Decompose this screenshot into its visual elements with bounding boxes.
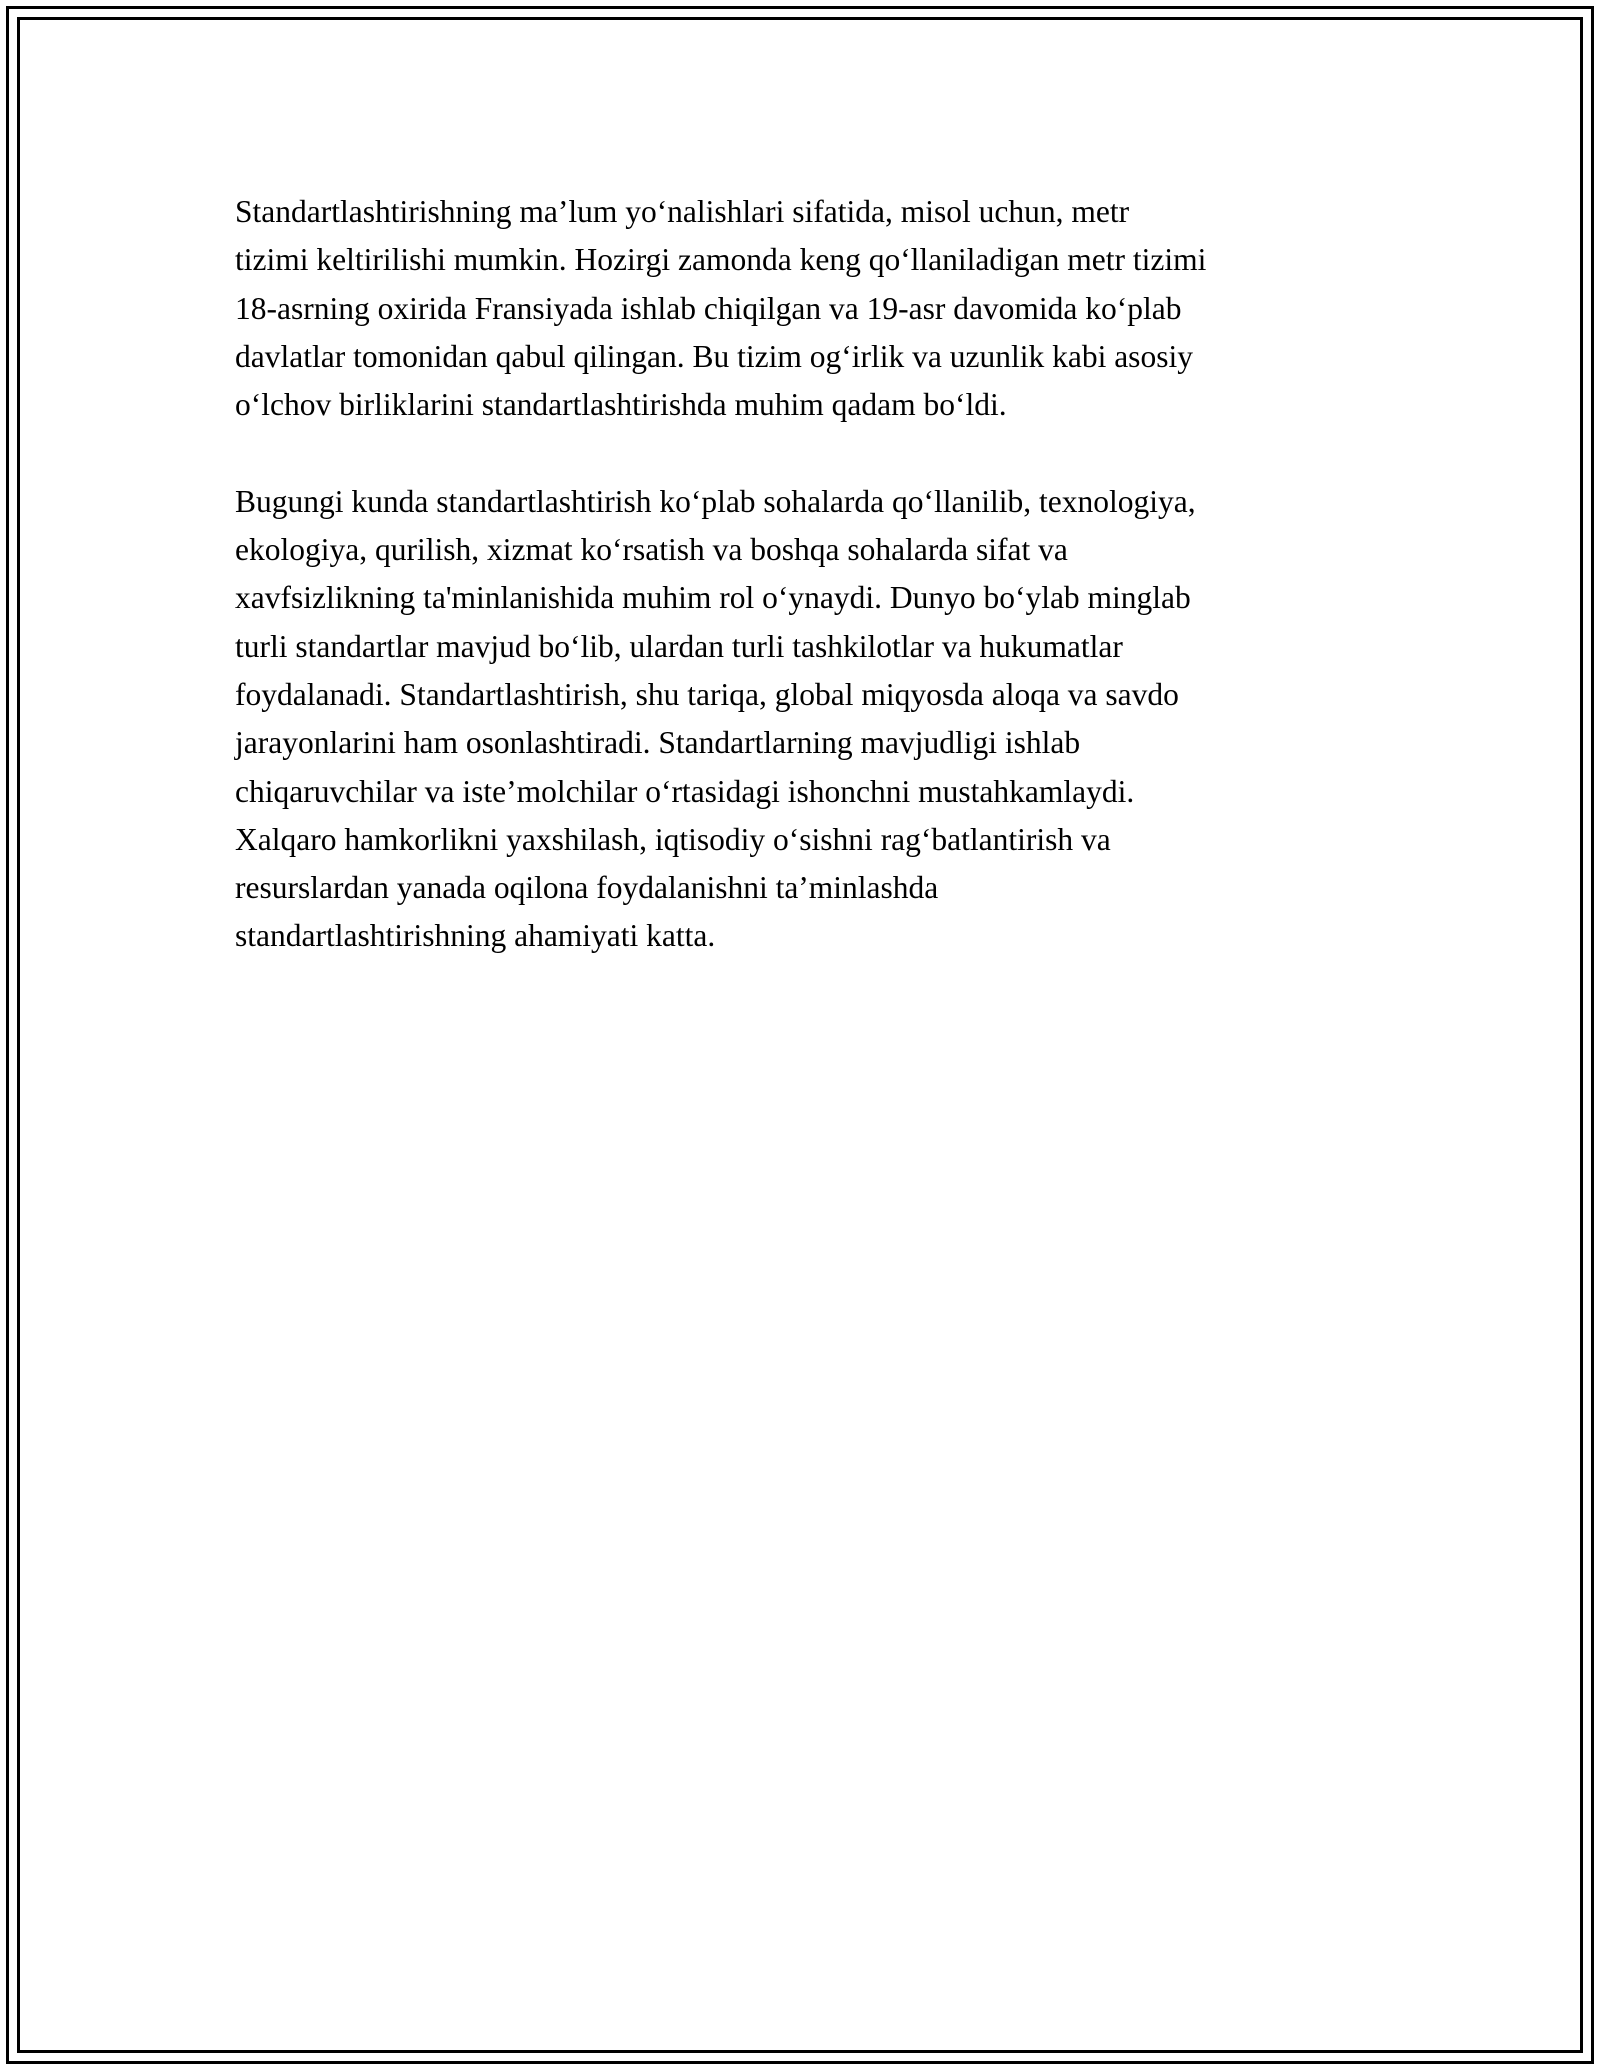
text-line: foydalanadi. Standartlashtirish, shu tariqa, global miqyosda aloqa va savdo (235, 676, 1179, 712)
text-line: tizimi keltirilishi mumkin. Hozirgi zamonda keng qo‘llaniladigan metr tizimi (235, 242, 1207, 278)
text-line: resurslardan yanada oqilona foydalanishni ta’minlashda (235, 870, 939, 906)
paragraph-1 (235, 188, 1385, 429)
paragraph-2 (235, 478, 1385, 961)
text-line: jarayonlarini ham osonlashtiradi. Standartlarning mavjudligi ishlab (235, 725, 1081, 761)
text-line: Bugungi kunda standartlashtirish ko‘plab sohalarda qo‘llanilib, texnologiya, (235, 483, 1196, 519)
text-line: chiqaruvchilar va iste’molchilar o‘rtasidagi ishonchni mustahkamlaydi. (235, 773, 1135, 809)
text-line: 18-asrning oxirida Fransiyada ishlab chiqilgan va 19-asr davomida ko‘plab (235, 290, 1182, 326)
text-line: Standartlashtirishning ma’lum yo‘nalishlari sifatida, misol uchun, metr (235, 194, 1130, 229)
text-line: Xalqaro hamkorlikni yaxshilash, iqtisodiy o‘sishni rag‘batlantirish va (235, 821, 1111, 857)
document-body (235, 188, 1385, 961)
text-line: standartlashtirishning ahamiyati katta. (235, 918, 716, 954)
text-line: o‘lchov birliklarini standartlashtirishda muhim qadam bo‘ldi. (235, 387, 1007, 423)
text-line: xavfsizlikning ta'minlanishida muhim rol o‘ynaydi. Dunyo bo‘ylab minglab (235, 580, 1191, 616)
text-line: davlatlar tomonidan qabul qilingan. Bu tizim og‘irlik va uzunlik kabi asosiy (235, 338, 1193, 374)
text-line: ekologiya, qurilish, xizmat ko‘rsatish va boshqa sohalarda sifat va (235, 532, 1068, 568)
text-line: turli standartlar mavjud bo‘lib, ulardan turli tashkilotlar va hukumatlar (235, 628, 1123, 664)
